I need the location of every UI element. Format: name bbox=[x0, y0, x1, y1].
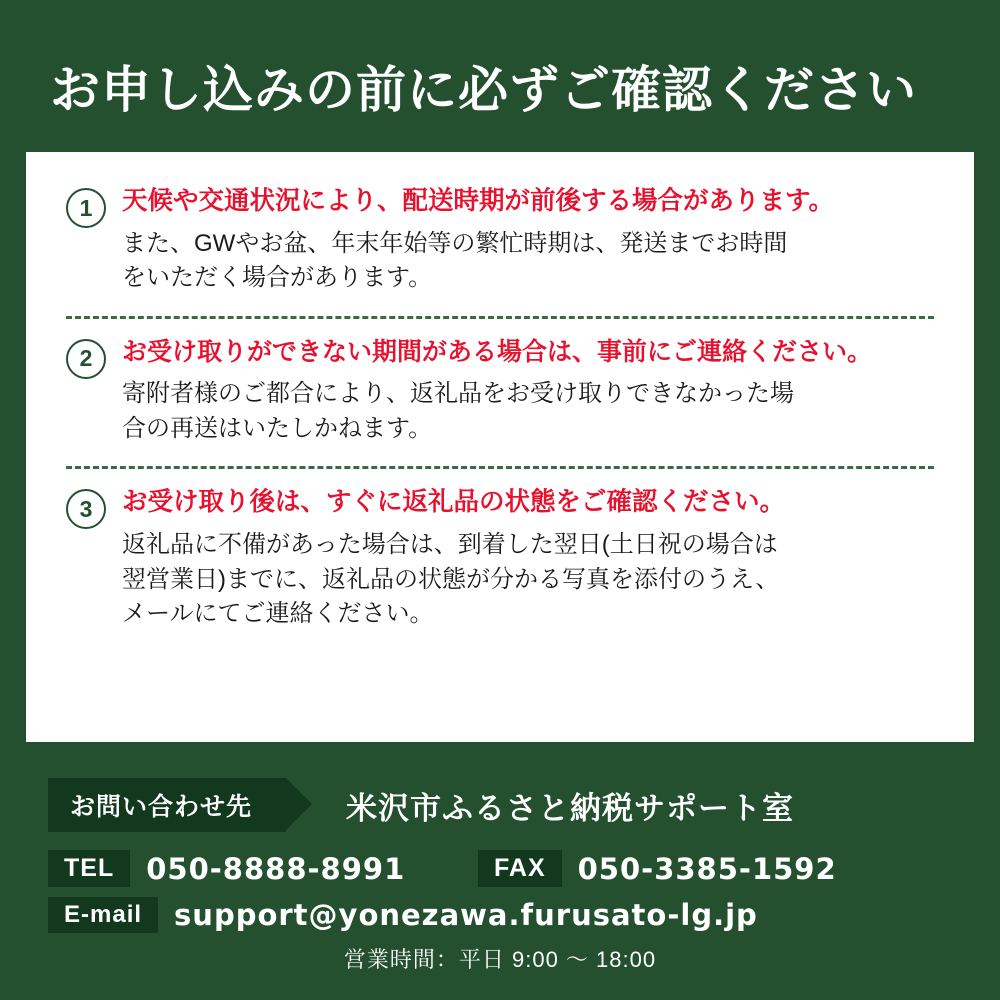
contact-footer bbox=[26, 762, 974, 974]
tel-value[interactable]: 050-8888-8991 bbox=[146, 851, 406, 886]
contact-line-phone bbox=[48, 850, 974, 887]
note-body bbox=[122, 337, 934, 446]
note-description-line: 翌営業日)までに、返礼品の状態が分かる写真を添付のうえ、 bbox=[122, 565, 780, 593]
note-description-line: 返礼品に不備があった場合は、到着した翌日(土日祝の場合は bbox=[122, 531, 778, 559]
note-divider bbox=[66, 466, 934, 469]
notes-card bbox=[26, 152, 974, 742]
note-description bbox=[122, 528, 934, 632]
note-body bbox=[122, 487, 934, 632]
note-description-line: をいただく場合があります。 bbox=[122, 264, 433, 292]
note-divider bbox=[66, 316, 934, 319]
contact-tag: お問い合わせ先 bbox=[48, 778, 286, 832]
note-lead: お受け取りができない期間がある場合は、事前にご連絡ください。 bbox=[122, 337, 873, 366]
note-number-badge: 2 bbox=[66, 339, 106, 379]
note-description-line: 寄附者様のご都合により、返礼品をお受け取りできなかった場 bbox=[122, 380, 794, 408]
note-lead: お受け取り後は、すぐに返礼品の状態をご確認ください。 bbox=[122, 488, 786, 517]
email-label: E-mail bbox=[48, 897, 158, 933]
note-item-3 bbox=[66, 487, 934, 632]
email-value[interactable]: support@yonezawa.furusato-lg.jp bbox=[174, 898, 758, 932]
note-description-line: メールにてご連絡ください。 bbox=[122, 600, 434, 628]
contact-line-email bbox=[48, 897, 974, 933]
page-title: お申し込みの前に必ずご確認ください bbox=[50, 62, 917, 118]
note-item-1 bbox=[66, 186, 934, 296]
note-body bbox=[122, 186, 934, 296]
tel-block bbox=[48, 850, 478, 887]
note-lead: 天候や交通状況により、配送時期が前後する場合があります。 bbox=[122, 187, 834, 215]
fax-value: 050-3385-1592 bbox=[577, 851, 837, 886]
business-hours: 営業時間：平日 9:00 〜 18:00 bbox=[343, 947, 657, 972]
note-description-line: 合の再送はいたしかねます。 bbox=[122, 414, 433, 442]
note-description-line: また、GWやお盆、年末年始等の繁忙時期は、発送までお時間 bbox=[122, 229, 788, 257]
tel-label: TEL bbox=[48, 850, 130, 887]
fax-label: FAX bbox=[478, 850, 562, 887]
note-description bbox=[122, 227, 934, 296]
contact-header-row bbox=[26, 778, 974, 832]
contact-details bbox=[26, 850, 974, 933]
note-number-badge: 3 bbox=[66, 489, 106, 529]
note-description bbox=[122, 377, 934, 446]
department-name: 米沢市ふるさと納税サポート室 bbox=[346, 790, 795, 826]
note-item-2 bbox=[66, 337, 934, 446]
note-number-badge: 1 bbox=[66, 188, 106, 228]
